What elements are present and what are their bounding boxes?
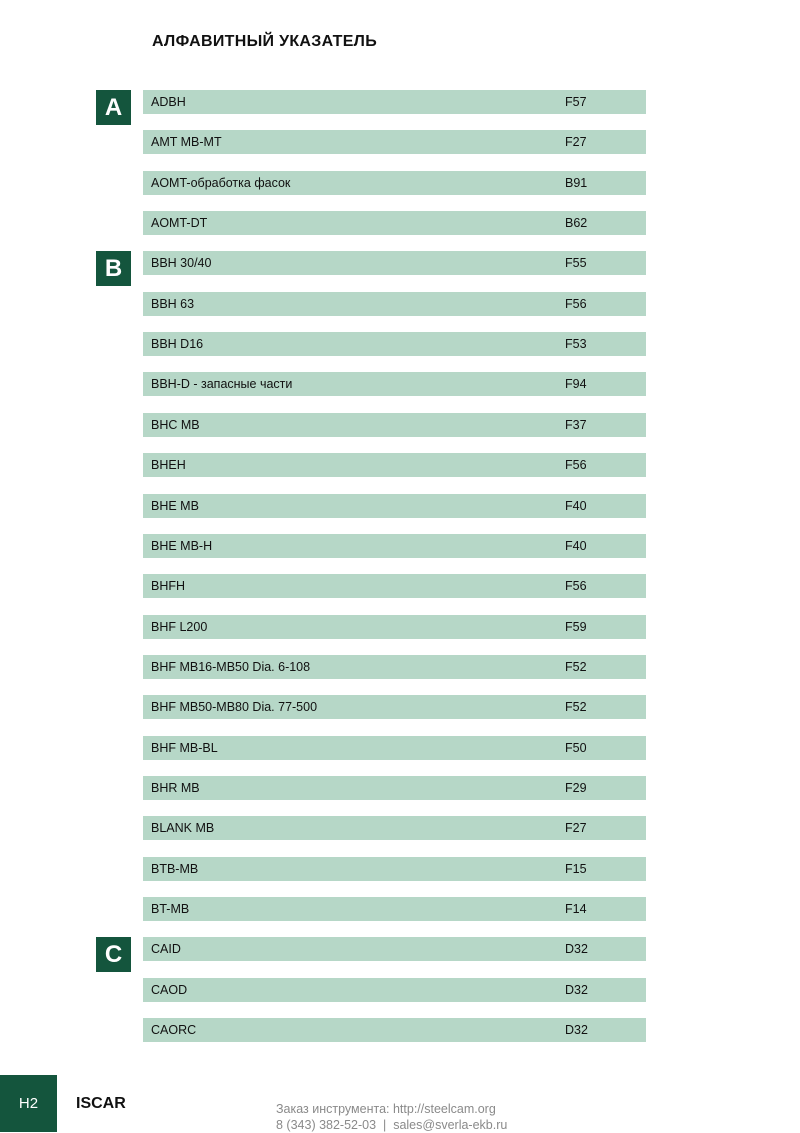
index-row	[143, 372, 646, 396]
index-row	[143, 90, 646, 114]
index-row	[143, 292, 646, 316]
entry-name: BBH 30/40	[151, 256, 212, 271]
index-row	[143, 615, 646, 639]
index-row	[143, 816, 646, 840]
entry-name: BT-MB	[151, 902, 190, 916]
index-row	[143, 413, 646, 437]
index-row	[143, 857, 646, 881]
entry-page-ref: F55	[565, 256, 587, 271]
entry-page-ref: F57	[565, 95, 587, 109]
entry-page-ref: F15	[565, 861, 587, 876]
entry-name: BHF MB50-MB80 Dia. 77-500	[151, 700, 318, 715]
entry-name: AOMT-DT	[151, 216, 208, 231]
entry-name: BHF MB16-MB50 Dia. 6-108	[151, 659, 311, 674]
entry-page-ref: F37	[565, 417, 587, 432]
entry-page-ref: D32	[565, 1023, 588, 1038]
index-row	[143, 1018, 646, 1042]
entry-page-ref: D32	[565, 982, 588, 997]
entry-page-ref: F40	[565, 538, 587, 553]
index-row	[143, 897, 646, 921]
entry-page-ref: F29	[565, 780, 587, 795]
entry-name: ADBH	[151, 95, 186, 109]
entry-page-ref: F52	[565, 700, 587, 715]
index-row	[143, 736, 646, 760]
index-row	[143, 251, 646, 275]
index-row	[143, 655, 646, 679]
entry-name: BHFH	[151, 579, 186, 594]
entry-name: BLANK MB	[151, 821, 215, 836]
entry-name: BHEH	[151, 458, 186, 473]
index-row	[143, 574, 646, 598]
index-row	[143, 494, 646, 518]
entry-name: BTB-MB	[151, 861, 199, 876]
entry-name: BHF MB-BL	[151, 740, 218, 755]
entry-name: BHE MB-H	[151, 538, 213, 553]
entry-name: BHR MB	[151, 780, 200, 795]
entry-page-ref: F40	[565, 498, 587, 513]
index-row	[143, 171, 646, 195]
index-row	[143, 534, 646, 558]
entry-page-ref: F52	[565, 659, 587, 674]
entry-page-ref: F56	[565, 579, 587, 594]
entry-name: CAORC	[151, 1023, 197, 1038]
index-row	[143, 937, 646, 961]
entry-page-ref: F59	[565, 619, 587, 634]
entry-name: BHE MB	[151, 498, 199, 513]
section-letter-b: B	[96, 251, 131, 286]
entry-page-ref: D32	[565, 942, 588, 957]
index-row	[143, 776, 646, 800]
index-row	[143, 332, 646, 356]
entry-name: BHC MB	[151, 417, 200, 432]
entry-name: AOMT-обработка фасок	[151, 175, 291, 190]
index-row	[143, 211, 646, 235]
entry-page-ref: F50	[565, 740, 587, 755]
entry-name: BBH-D - запасные части	[151, 377, 293, 392]
contact-info	[276, 1101, 507, 1133]
page-title: АЛФАВИТНЫЙ УКАЗАТЕЛЬ	[152, 33, 378, 50]
index-row	[143, 978, 646, 1002]
entry-name: AMT MB-MT	[151, 135, 222, 150]
entry-name: CAOD	[151, 982, 188, 997]
entry-page-ref: F27	[565, 821, 587, 836]
entry-name: BBH D16	[151, 337, 204, 352]
entry-page-ref: F56	[565, 296, 587, 311]
section-letter-c: C	[96, 937, 131, 972]
index-row	[143, 130, 646, 154]
entry-name: BBH 63	[151, 296, 195, 311]
entry-page-ref: F94	[565, 377, 587, 392]
entry-page-ref: B91	[565, 175, 588, 190]
index-row	[143, 695, 646, 719]
brand-name: ISCAR	[76, 1095, 126, 1112]
contact-line: 8 (343) 382-52-03 | sales@sverla-ekb.ru	[276, 1118, 508, 1132]
entry-page-ref: F14	[565, 902, 587, 916]
section-letter-a: A	[96, 90, 131, 125]
entry-name: CAID	[151, 942, 181, 957]
index-row	[143, 453, 646, 477]
entry-page-ref: F53	[565, 337, 587, 352]
entry-page-ref: F27	[565, 135, 587, 150]
entry-page-ref: F56	[565, 458, 587, 473]
order-line: Заказ инструмента: http://steelcam.org	[276, 1102, 496, 1116]
entry-name: BHF L200	[151, 619, 208, 634]
entry-page-ref: B62	[565, 216, 588, 231]
page-number-tab: H2	[0, 1075, 57, 1132]
